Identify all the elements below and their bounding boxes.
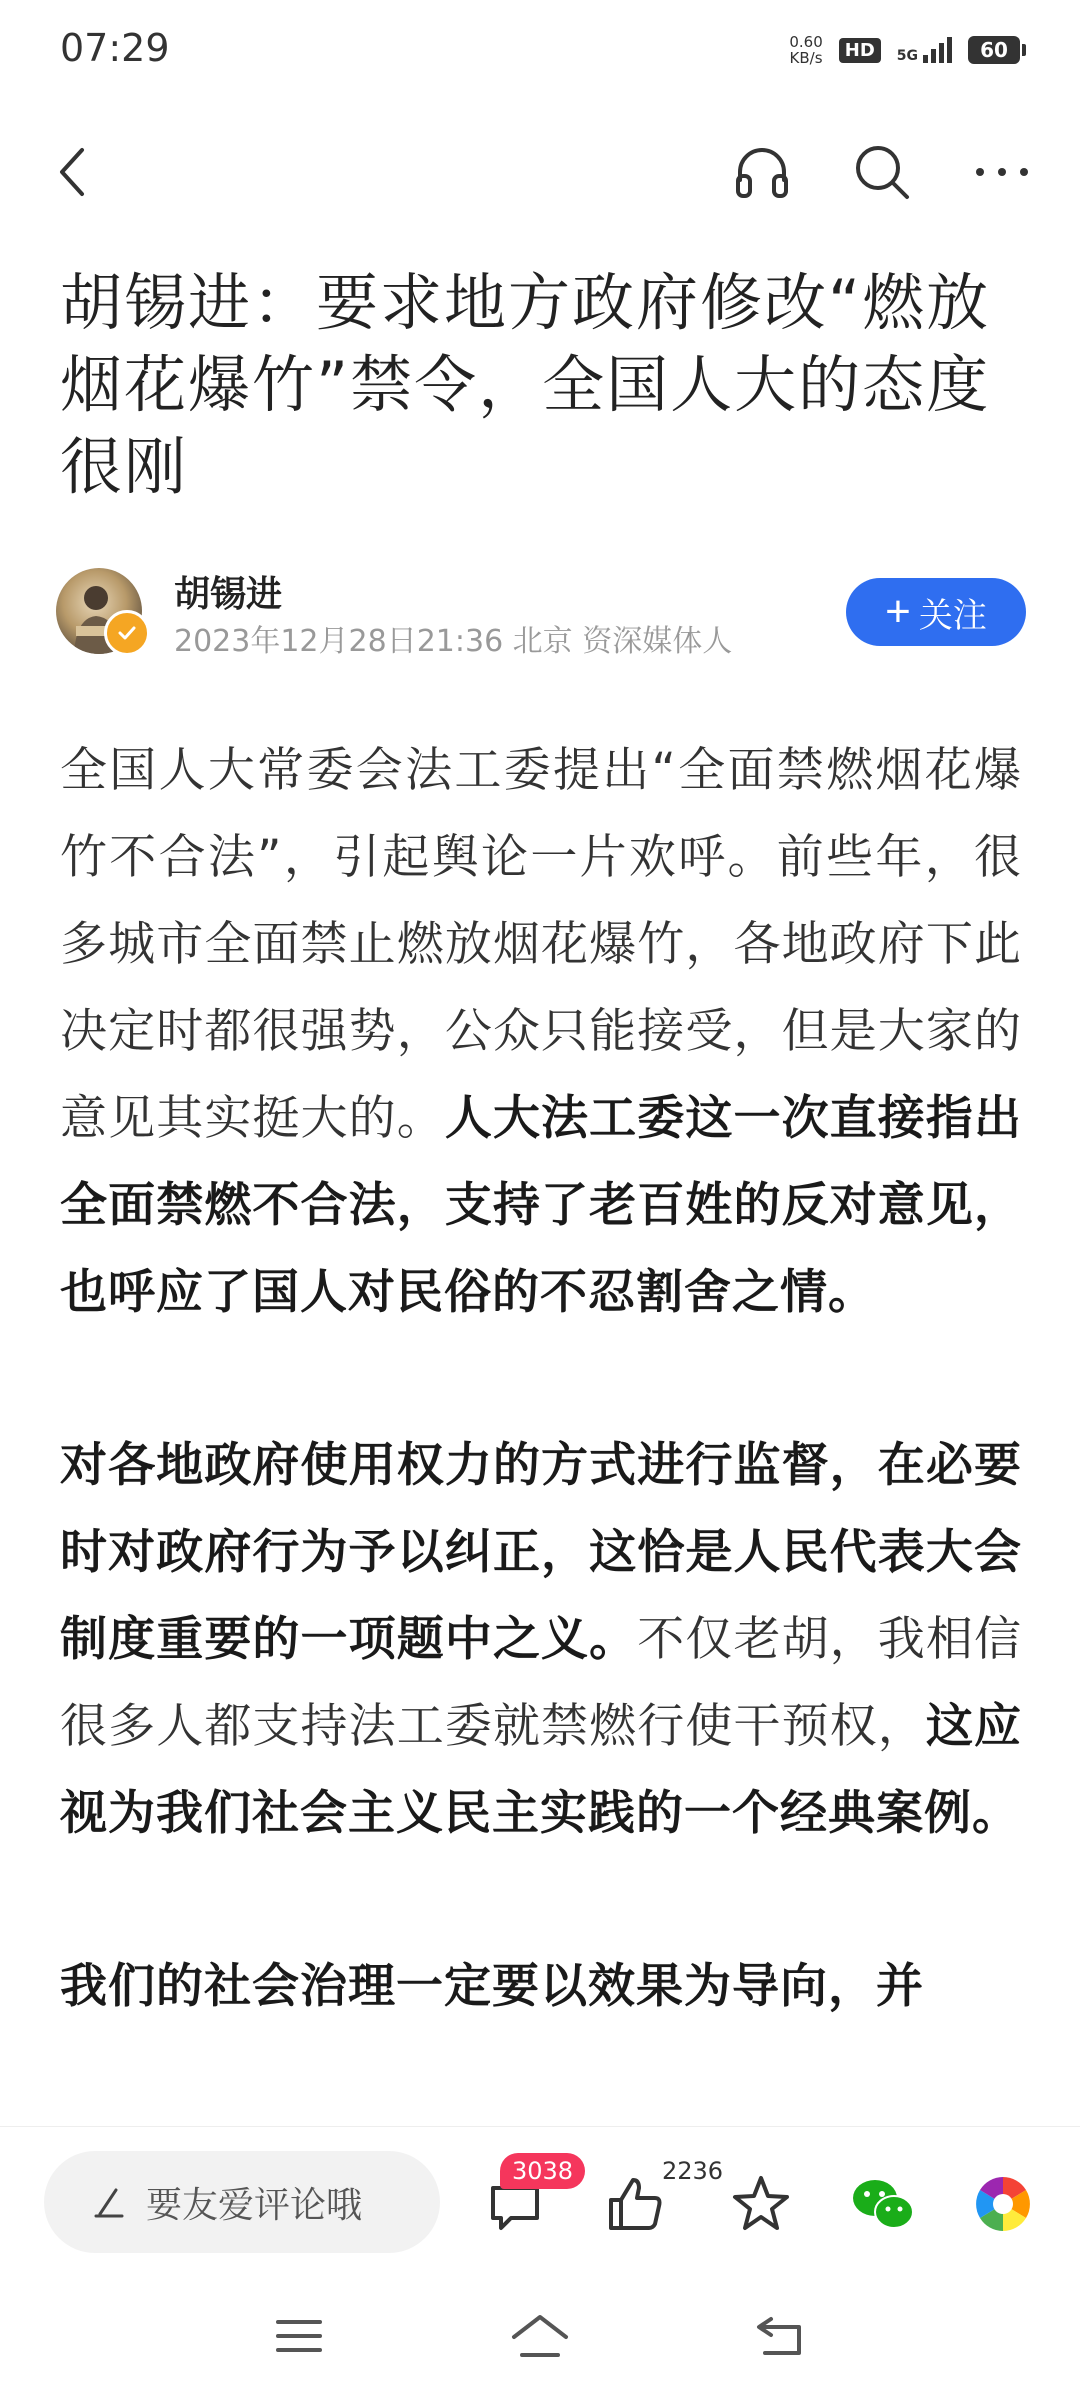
verified-icon <box>104 610 150 656</box>
like-icon[interactable] <box>600 2169 670 2239</box>
network-type: 5G <box>896 48 918 64</box>
moments-icon[interactable] <box>968 2169 1038 2239</box>
article-body <box>60 727 1022 2116</box>
author-row <box>56 566 1026 659</box>
like-count: 2236 <box>662 2157 724 2185</box>
status-time: 07:29 <box>60 26 170 70</box>
status-bar <box>0 0 1080 100</box>
status-icons <box>789 30 1020 70</box>
battery-icon <box>968 36 1020 64</box>
author-meta: 2023年12月28日21:36 北京 资深媒体人 <box>174 624 733 659</box>
article-title: 胡锡进：要求地方政府修改“燃放烟花爆竹”禁令，全国人大的态度很刚 <box>60 266 991 503</box>
home-icon[interactable] <box>505 2306 575 2366</box>
wechat-icon[interactable] <box>848 2169 918 2239</box>
comment-input[interactable] <box>44 2151 440 2253</box>
signal-icon <box>897 37 952 63</box>
article-paragraph: 我们的社会治理一定要以效果为导向，并 <box>60 1959 924 2014</box>
follow-label: 关注 <box>918 596 987 635</box>
article-paragraph: 对各地政府使用权力的方式进行监督，在必要时对政府行为予以纠正，这恰是人民代表大会制度重要的一项题中之义。不仅老胡，我相信很多人都支持法工委就禁燃行使干预权，这应视为我们社会主义民主实践的一个经典案例。 <box>60 1438 1023 1841</box>
battery-level: 60 <box>980 38 1008 62</box>
pen-icon <box>88 2182 128 2222</box>
comment-count-badge: 3038 <box>500 2153 585 2189</box>
follow-button[interactable] <box>846 578 1026 646</box>
star-icon[interactable] <box>726 2169 796 2239</box>
top-nav <box>0 120 1080 220</box>
menu-icon[interactable] <box>264 2306 334 2366</box>
comment-placeholder: 要友爱评论哦 <box>146 2184 363 2226</box>
action-bar <box>0 2126 1080 2277</box>
headphones-icon[interactable] <box>730 140 794 204</box>
system-back-icon[interactable] <box>746 2306 816 2366</box>
more-icon[interactable] <box>970 140 1034 204</box>
hd-badge: HD <box>839 38 881 63</box>
back-icon[interactable] <box>40 140 104 204</box>
author-name[interactable]: 胡锡进 <box>174 574 283 615</box>
search-icon[interactable] <box>850 140 914 204</box>
plus-icon: + <box>885 587 911 636</box>
network-speed: 0.60 KB/s <box>789 33 823 67</box>
article-paragraph: 全国人大常委会法工委提出“全面禁燃烟花爆竹不合法”，引起舆论一片欢呼。前些年，很多城市全面禁止燃放烟花爆竹，各地政府下此决定时都很强势，公众只能接受，但是大家的意见其实挺大的。人大法工委这一次直接指出全面禁燃不合法，支持了老百姓的反对意见，也呼应了国人对民俗的不忍割舍之情。 <box>60 743 1023 1320</box>
system-nav-bar <box>0 2276 1080 2400</box>
